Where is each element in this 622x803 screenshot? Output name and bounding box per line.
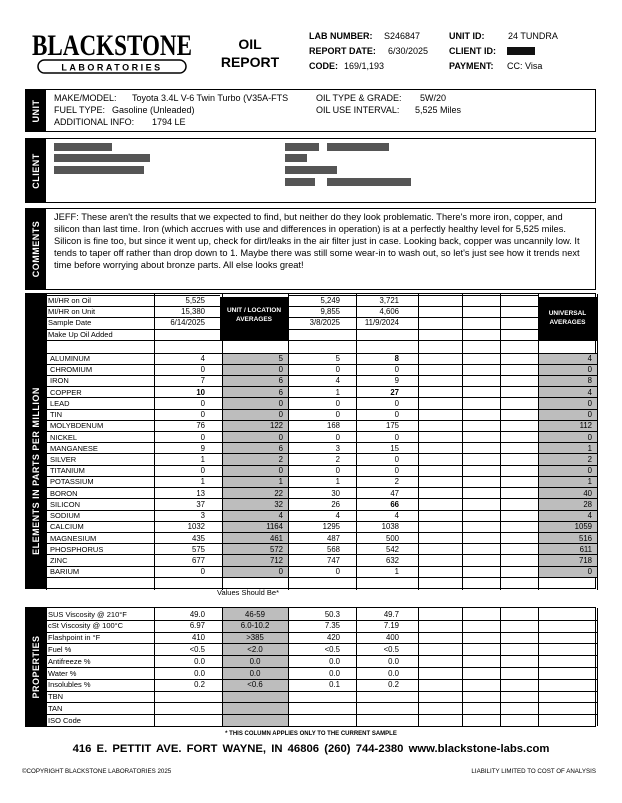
copyright: ©COPYRIGHT BLACKSTONE LABORATORIES 2025 xyxy=(22,768,172,775)
element-universal-value: 4 xyxy=(587,387,592,397)
element-v1-value: 3 xyxy=(200,511,205,521)
element-name: IRON xyxy=(50,376,69,386)
element-v3-value: 568 xyxy=(326,544,340,554)
report-title-line2: REPORT xyxy=(220,54,280,70)
property-name: Insolubles % xyxy=(48,680,91,690)
report-title xyxy=(210,35,290,71)
element-avg-value: 5 xyxy=(278,354,283,363)
element-avg-value: 461 xyxy=(269,533,283,543)
element-name: POTASSIUM xyxy=(50,477,94,487)
unit-id-label: UNIT ID: xyxy=(449,31,485,41)
property-prior-value: 50.3 xyxy=(324,609,340,619)
element-v1-value: 0 xyxy=(200,365,205,375)
property-prior-value: <0.5 xyxy=(324,644,340,654)
footnote: * THIS COLUMN APPLIES ONLY TO THE CURRENT SAMPLE xyxy=(225,731,397,737)
meta-row-label: Make Up Oil Added xyxy=(48,329,113,339)
report-title-line1: OIL xyxy=(238,36,262,52)
element-name: TIN xyxy=(50,410,63,420)
element-name: MOLYBDENUM xyxy=(50,421,104,431)
element-avg-value: 4 xyxy=(278,511,283,521)
fuel-type-label: FUEL TYPE: xyxy=(54,105,106,115)
element-v1-value: 677 xyxy=(191,555,205,565)
element-universal-value: 516 xyxy=(578,533,592,543)
property-prior-value: 0.0 xyxy=(388,656,399,666)
element-v4-value: 0 xyxy=(394,432,399,442)
element-universal-value: 1 xyxy=(587,443,592,453)
element-v1-value: 9 xyxy=(200,443,205,453)
element-v3-value: 26 xyxy=(331,499,340,509)
element-v3-value: 30 xyxy=(331,488,340,498)
properties-tab: PROPERTIES xyxy=(26,608,46,726)
meta-row-value: 9,855 xyxy=(320,307,340,317)
client-address-redacted xyxy=(54,154,150,162)
property-prior-value: 0.0 xyxy=(329,668,340,678)
element-universal-value: 0 xyxy=(587,365,592,375)
unit-tab: UNIT xyxy=(26,90,46,131)
meta-row-value: 6/14/2025 xyxy=(170,318,205,328)
element-avg-value: 0 xyxy=(278,567,283,577)
values-should-be-header: Values Should Be* xyxy=(217,588,279,597)
element-avg-value: 1164 xyxy=(266,522,283,532)
client-city-redacted xyxy=(54,166,144,174)
element-universal-value: 4 xyxy=(587,354,592,363)
element-v1-value: 4 xyxy=(200,354,205,363)
property-name: Flashpoint in °F xyxy=(48,633,101,643)
element-v3-value: 0 xyxy=(335,466,340,476)
element-name: SODIUM xyxy=(50,511,80,521)
element-v4-value: 8 xyxy=(394,354,399,363)
element-v1-value: 0 xyxy=(200,432,205,442)
element-v4-value: 27 xyxy=(390,387,399,397)
oil-type-label: OIL TYPE & GRADE: xyxy=(316,93,402,103)
element-name: CHROMIUM xyxy=(50,365,93,375)
property-prior-value: 0.1 xyxy=(329,680,340,690)
element-name: COPPER xyxy=(50,387,82,397)
element-avg-value: 2 xyxy=(278,454,283,464)
property-prior-value: 7.35 xyxy=(324,621,340,631)
meta-row-label: Sample Date xyxy=(48,318,92,328)
element-avg-value: 122 xyxy=(269,421,283,431)
element-v1-value: 0 xyxy=(200,398,205,408)
element-v1-value: 13 xyxy=(196,488,205,498)
element-universal-value: 2 xyxy=(587,454,592,464)
element-v4-value: 0 xyxy=(394,410,399,420)
element-name: LEAD xyxy=(50,398,70,408)
element-v3-value: 1 xyxy=(335,387,340,397)
property-should-be: <0.6 xyxy=(247,680,263,690)
property-name: Water % xyxy=(48,668,77,678)
fuel-type-value: Gasoline (Unleaded) xyxy=(112,105,195,115)
element-v3-value: 0 xyxy=(335,365,340,375)
blackstone-logo xyxy=(30,27,194,77)
email-value-redacted xyxy=(327,178,411,186)
make-model-label: MAKE/MODEL: xyxy=(54,93,117,103)
phone-value-redacted xyxy=(327,143,389,151)
property-name: Fuel % xyxy=(48,644,72,654)
element-name: SILVER xyxy=(50,454,77,464)
liability-notice: LIABILITY LIMITED TO COST OF ANALYSIS xyxy=(471,768,596,775)
element-name: TITANIUM xyxy=(50,466,85,476)
property-should-be: >385 xyxy=(246,633,264,643)
element-avg-value: 6 xyxy=(278,443,283,453)
lab-number-value: S246847 xyxy=(384,31,421,41)
lab-address: 416 E. PETTIT AVE. FORT WAYNE, IN 46806 (260) 744-2380 www.blackstone-labs.com xyxy=(72,743,550,755)
element-name: MANGANESE xyxy=(50,443,98,453)
property-name: ISO Code xyxy=(48,715,81,725)
element-avg-value: 0 xyxy=(278,466,283,476)
property-prior-value: 49.7 xyxy=(383,609,399,619)
meta-row-value: 11/9/2024 xyxy=(364,318,399,328)
element-v4-value: 175 xyxy=(385,421,399,431)
element-v4-value: 0 xyxy=(394,365,399,375)
universal-avg-header: UNIVERSAL AVERAGES xyxy=(538,297,597,341)
meta-row-value: 4,606 xyxy=(379,307,399,317)
element-v1-value: 0 xyxy=(200,567,205,577)
code-value: 169/1,193 xyxy=(344,61,385,71)
element-name: NICKEL xyxy=(50,432,78,442)
meta-row-value: 3/8/2025 xyxy=(309,318,340,328)
element-v3-value: 4 xyxy=(335,511,340,521)
element-v1-value: 37 xyxy=(196,499,205,509)
property-prior-value: 0.2 xyxy=(388,680,399,690)
property-current-value: <0.5 xyxy=(189,644,205,654)
property-prior-value: 420 xyxy=(326,633,340,643)
property-current-value: 0.2 xyxy=(194,680,205,690)
comments-tab: COMMENTS xyxy=(26,209,46,289)
property-current-value: 410 xyxy=(191,633,205,643)
property-prior-value: 7.19 xyxy=(383,621,399,631)
oil-interval-value: 5,525 Miles xyxy=(415,105,462,115)
element-v4-value: 0 xyxy=(394,466,399,476)
element-avg-value: 0 xyxy=(278,398,283,408)
property-name: TBN xyxy=(48,692,63,702)
phone-label-redacted xyxy=(285,143,319,151)
element-universal-value: 1 xyxy=(587,477,592,487)
element-avg-value: 0 xyxy=(278,432,283,442)
property-current-value: 6.97 xyxy=(189,621,205,631)
payment-value: CC: Visa xyxy=(507,61,543,71)
element-name: ZINC xyxy=(50,555,68,565)
element-v1-value: 1 xyxy=(200,477,205,487)
element-v4-value: 1038 xyxy=(381,522,399,532)
element-v1-value: 435 xyxy=(191,533,205,543)
element-universal-value: 0 xyxy=(587,567,592,577)
element-name: BORON xyxy=(50,488,78,498)
element-universal-value: 8 xyxy=(587,376,592,386)
element-v4-value: 542 xyxy=(385,544,399,554)
element-name: MAGNESIUM xyxy=(50,533,97,543)
properties-section xyxy=(25,607,596,727)
unit-id-value: 24 TUNDRA xyxy=(508,31,558,41)
element-v3-value: 4 xyxy=(335,376,340,386)
meta-row-value: 15,380 xyxy=(181,307,205,317)
element-v1-value: 0 xyxy=(200,466,205,476)
additional-info-label: ADDITIONAL INFO: xyxy=(54,117,135,127)
element-universal-value: 611 xyxy=(579,544,592,554)
property-should-be: <2.0 xyxy=(247,644,263,654)
element-name: ALUMINUM xyxy=(50,354,91,363)
element-v3-value: 1 xyxy=(335,477,340,487)
element-universal-value: 0 xyxy=(587,466,592,476)
element-v4-value: 4 xyxy=(394,511,399,521)
meta-row-value: 3,721 xyxy=(379,296,399,305)
element-v1-value: 0 xyxy=(200,410,205,420)
element-v4-value: 9 xyxy=(394,376,399,386)
element-v3-value: 168 xyxy=(326,421,340,431)
element-name: PHOSPHORUS xyxy=(50,544,104,554)
property-prior-value: 400 xyxy=(385,633,399,643)
element-v3-value: 0 xyxy=(335,567,340,577)
element-avg-value: 22 xyxy=(274,488,283,498)
property-name: Antifreeze % xyxy=(48,656,91,666)
element-v1-value: 10 xyxy=(196,387,205,397)
meta-row-label: MI/HR on Unit xyxy=(48,307,96,317)
element-v1-value: 1032 xyxy=(187,522,205,532)
element-avg-value: 712 xyxy=(269,555,283,565)
property-prior-value: 0.0 xyxy=(388,668,399,678)
client-name-redacted xyxy=(54,143,112,151)
element-v4-value: 15 xyxy=(390,443,399,453)
property-should-be: 0.0 xyxy=(249,656,261,666)
element-universal-value: 112 xyxy=(579,421,592,431)
property-name: SUS Viscosity @ 210°F xyxy=(48,609,127,619)
fax-label-redacted xyxy=(285,154,307,162)
element-v1-value: 1 xyxy=(200,454,205,464)
element-v4-value: 0 xyxy=(394,454,399,464)
element-v1-value: 7 xyxy=(200,376,205,386)
element-name: BARIUM xyxy=(50,567,80,577)
logo-wordmark: BLACKSTONE xyxy=(32,29,192,62)
element-name: SILICON xyxy=(50,499,81,509)
elements-section xyxy=(25,293,596,589)
element-avg-value: 0 xyxy=(278,410,283,420)
additional-info-value: 1794 LE xyxy=(152,117,186,127)
element-v4-value: 66 xyxy=(390,499,399,509)
property-should-be: 6.0-10.2 xyxy=(240,621,270,631)
property-should-be: 46-59 xyxy=(245,609,265,619)
property-prior-value: 0.0 xyxy=(329,656,340,666)
element-v3-value: 0 xyxy=(335,432,340,442)
make-model-value: Toyota 3.4L V-6 Twin Turbo (V35A-FTS xyxy=(132,93,289,103)
element-universal-value: 28 xyxy=(583,499,592,509)
code-label: CODE: xyxy=(309,61,338,71)
client-tab: CLIENT xyxy=(26,139,46,202)
element-v4-value: 47 xyxy=(390,488,399,498)
element-universal-value: 4 xyxy=(587,511,592,521)
element-universal-value: 0 xyxy=(587,410,592,420)
email-label-redacted xyxy=(285,178,315,186)
element-v4-value: 2 xyxy=(394,477,399,487)
element-v4-value: 632 xyxy=(385,555,399,565)
element-avg-value: 32 xyxy=(274,499,283,509)
element-v3-value: 0 xyxy=(335,398,340,408)
element-v3-value: 0 xyxy=(335,410,340,420)
element-v3-value: 747 xyxy=(326,555,340,565)
element-v1-value: 575 xyxy=(191,544,205,554)
element-universal-value: 0 xyxy=(587,432,592,442)
payment-label: PAYMENT: xyxy=(449,61,494,71)
alt-phone-label-redacted xyxy=(285,166,337,174)
comments-section xyxy=(25,208,596,290)
meta-row-value: 5,249 xyxy=(320,296,340,305)
element-v3-value: 3 xyxy=(335,443,340,453)
property-current-value: 0.0 xyxy=(194,668,205,678)
client-id-redacted xyxy=(507,47,535,55)
logo-subtitle: LABORATORIES xyxy=(61,62,163,73)
element-universal-value: 1059 xyxy=(574,522,592,532)
property-name: TAN xyxy=(48,703,63,713)
unit-section xyxy=(25,89,596,132)
element-v4-value: 0 xyxy=(394,398,399,408)
element-avg-value: 6 xyxy=(278,376,283,386)
element-v3-value: 2 xyxy=(335,454,340,464)
element-avg-value: 6 xyxy=(278,387,283,397)
element-v1-value: 76 xyxy=(196,421,205,431)
element-universal-value: 40 xyxy=(583,488,592,498)
element-v3-value: 487 xyxy=(326,533,340,543)
element-avg-value: 0 xyxy=(278,365,283,375)
report-date-value: 6/30/2025 xyxy=(388,46,429,56)
meta-row-label: MI/HR on Oil xyxy=(48,296,91,305)
oil-type-value: 5W/20 xyxy=(420,93,447,103)
element-v3-value: 1295 xyxy=(322,522,340,532)
comments-text: JEFF: These aren't the results that we expected to find, but neither do they look problematic. There's more iron, copper, and silicon than last time. Iron (which accrues with use and differences in operation) is at a perfectly healthy level for 5,525 miles. Silicon is fine too, but since it went up, check for dirt/leaks in the air filter just in case. Looking back, copper was uncannily low. It tends to taper off rather than drop down to 1. Maybe there was still some wear-in to wash out, so let's just see how it trends next time before worrying about bronze parts. All else looks great! xyxy=(54,212,580,271)
property-name: cSt Viscosity @ 100°C xyxy=(48,621,124,631)
element-avg-value: 1 xyxy=(278,477,283,487)
oil-interval-label: OIL USE INTERVAL: xyxy=(316,105,400,115)
element-universal-value: 718 xyxy=(578,555,592,565)
element-v4-value: 500 xyxy=(385,533,399,543)
property-current-value: 0.0 xyxy=(194,656,205,666)
element-name: CALCIUM xyxy=(50,522,84,532)
client-id-label: CLIENT ID: xyxy=(449,46,496,56)
meta-row-value: 5,525 xyxy=(185,296,205,305)
unit-avg-header: UNIT / LOCATION AVERAGES xyxy=(220,297,288,341)
client-section xyxy=(25,138,596,203)
report-date-label: REPORT DATE: xyxy=(309,46,376,56)
property-prior-value: <0.5 xyxy=(383,644,399,654)
property-should-be: 0.0 xyxy=(249,668,261,678)
property-current-value: 49.0 xyxy=(189,609,205,619)
lab-number-label: LAB NUMBER: xyxy=(309,31,373,41)
element-v3-value: 5 xyxy=(335,354,340,363)
element-v4-value: 1 xyxy=(394,567,399,577)
elements-tab: ELEMENTS IN PARTS PER MILLION xyxy=(26,354,46,588)
element-avg-value: 572 xyxy=(269,544,283,554)
element-universal-value: 0 xyxy=(587,398,592,408)
